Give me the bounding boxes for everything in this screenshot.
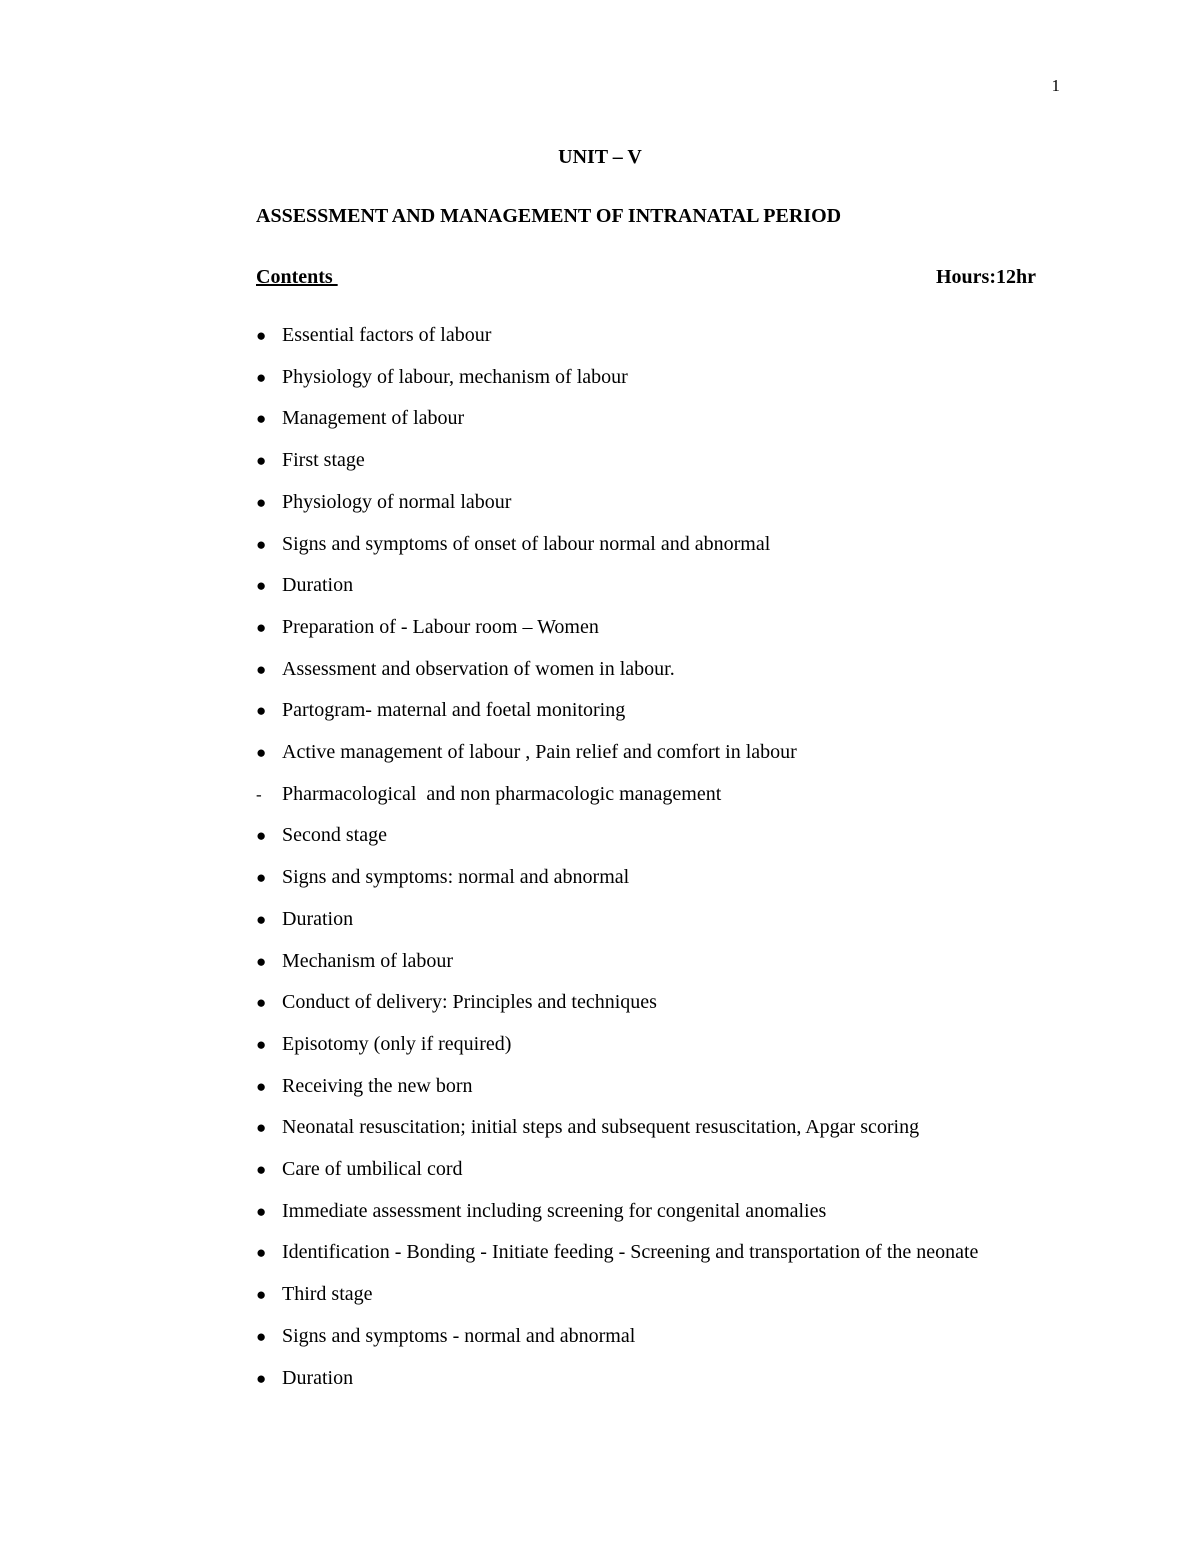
list-item-text: First stage	[282, 449, 365, 472]
list-item-text: Duration	[282, 574, 354, 597]
list-item	[256, 398, 1060, 440]
contents-label: Contents	[256, 266, 338, 288]
list-item-text: Neonatal resuscitation; initial steps and subsequent resuscitation, Apgar scoring	[282, 1116, 920, 1139]
bullet-icon: ●	[256, 451, 267, 471]
list-item-text: Third stage	[282, 1283, 373, 1306]
bullet-icon: ●	[256, 826, 267, 846]
list-item-text: Signs and symptoms - normal and abnormal	[282, 1324, 636, 1347]
topic-list	[256, 315, 1060, 1399]
bullet-icon: ●	[256, 659, 267, 679]
bullet-icon: ●	[256, 1076, 267, 1096]
page-title: ASSESSMENT AND MANAGEMENT OF INTRANATAL PERIOD	[256, 205, 842, 227]
list-item	[256, 315, 1060, 357]
bullet-icon: ●	[256, 409, 267, 429]
list-item-text: Active management of labour , Pain relief and comfort in labour	[282, 741, 797, 764]
bullet-icon: ●	[256, 1243, 267, 1263]
list-item	[256, 732, 1060, 774]
bullet-icon: ●	[256, 951, 267, 971]
list-item	[256, 1232, 1060, 1274]
bullet-icon: ●	[256, 1368, 267, 1388]
list-item	[256, 982, 1060, 1024]
list-item	[256, 607, 1060, 649]
bullet-icon: ●	[256, 1160, 267, 1180]
list-item-text: Assessment and observation of women in labour.	[282, 657, 675, 680]
list-item	[256, 774, 1060, 816]
list-item	[256, 1358, 1060, 1400]
bullet-icon: ●	[256, 1201, 267, 1221]
list-item-text: Management of labour	[282, 407, 465, 430]
list-item-text: Signs and symptoms: normal and abnormal	[282, 866, 630, 889]
list-item-text: Physiology of normal labour	[282, 490, 512, 513]
bullet-icon: ●	[256, 367, 267, 387]
list-item	[256, 482, 1060, 524]
list-item-text: Immediate assessment including screening for congenital anomalies	[282, 1199, 827, 1222]
bullet-icon: ●	[256, 534, 267, 554]
bullet-icon: ●	[256, 1118, 267, 1138]
page-number: 1	[1051, 76, 1060, 95]
bullet-icon: ●	[256, 909, 267, 929]
list-item	[256, 1316, 1060, 1358]
list-item	[256, 941, 1060, 983]
list-item	[256, 815, 1060, 857]
dash-icon: -	[256, 784, 262, 804]
bullet-icon: ●	[256, 1285, 267, 1305]
bullet-icon: ●	[256, 1326, 267, 1346]
bullet-icon: ●	[256, 993, 267, 1013]
bullet-icon: ●	[256, 617, 267, 637]
list-item	[256, 440, 1060, 482]
list-item-text: Episotomy (only if required)	[282, 1032, 512, 1055]
bullet-icon: ●	[256, 743, 267, 763]
list-item-text: Second stage	[282, 824, 387, 847]
list-item-text: Pharmacological and non pharmacologic management	[282, 782, 722, 805]
list-item	[256, 649, 1060, 691]
list-item-text: Care of umbilical cord	[282, 1158, 463, 1181]
list-item	[256, 690, 1060, 732]
list-item-text: Duration	[282, 1366, 354, 1389]
list-item-text: Partogram- maternal and foetal monitoring	[282, 699, 626, 722]
bullet-icon: ●	[256, 868, 267, 888]
list-item	[256, 1149, 1060, 1191]
list-item	[256, 857, 1060, 899]
bullet-icon: ●	[256, 576, 267, 596]
list-item	[256, 1191, 1060, 1233]
list-item	[256, 524, 1060, 566]
bullet-icon: ●	[256, 326, 267, 345]
list-item	[256, 1066, 1060, 1108]
list-item-text: Identification - Bonding - Initiate feeding - Screening and transportation of the neonate	[282, 1241, 979, 1264]
list-item	[256, 1274, 1060, 1316]
list-item-text: Preparation of - Labour room – Women	[282, 615, 599, 638]
list-item-text: Duration	[282, 907, 354, 930]
list-item	[256, 1024, 1060, 1066]
list-item-text: Physiology of labour, mechanism of labour	[282, 365, 628, 388]
list-item	[256, 565, 1060, 607]
bullet-icon: ●	[256, 1034, 267, 1054]
list-item	[256, 1107, 1060, 1149]
list-item-text: Receiving the new born	[282, 1074, 473, 1097]
contents-header	[256, 265, 1036, 289]
unit-title: UNIT – V	[558, 146, 642, 168]
list-item	[256, 899, 1060, 941]
bullet-icon: ●	[256, 701, 267, 721]
hours-label: Hours:12hr	[936, 266, 1036, 288]
list-item	[256, 357, 1060, 399]
bullet-icon: ●	[256, 492, 267, 512]
list-item-text: Mechanism of labour	[282, 949, 454, 972]
list-item-text: Conduct of delivery: Principles and techniques	[282, 991, 657, 1014]
list-item-text: Signs and symptoms of onset of labour normal and abnormal	[282, 532, 771, 555]
list-item-text: Essential factors of labour	[282, 324, 492, 346]
